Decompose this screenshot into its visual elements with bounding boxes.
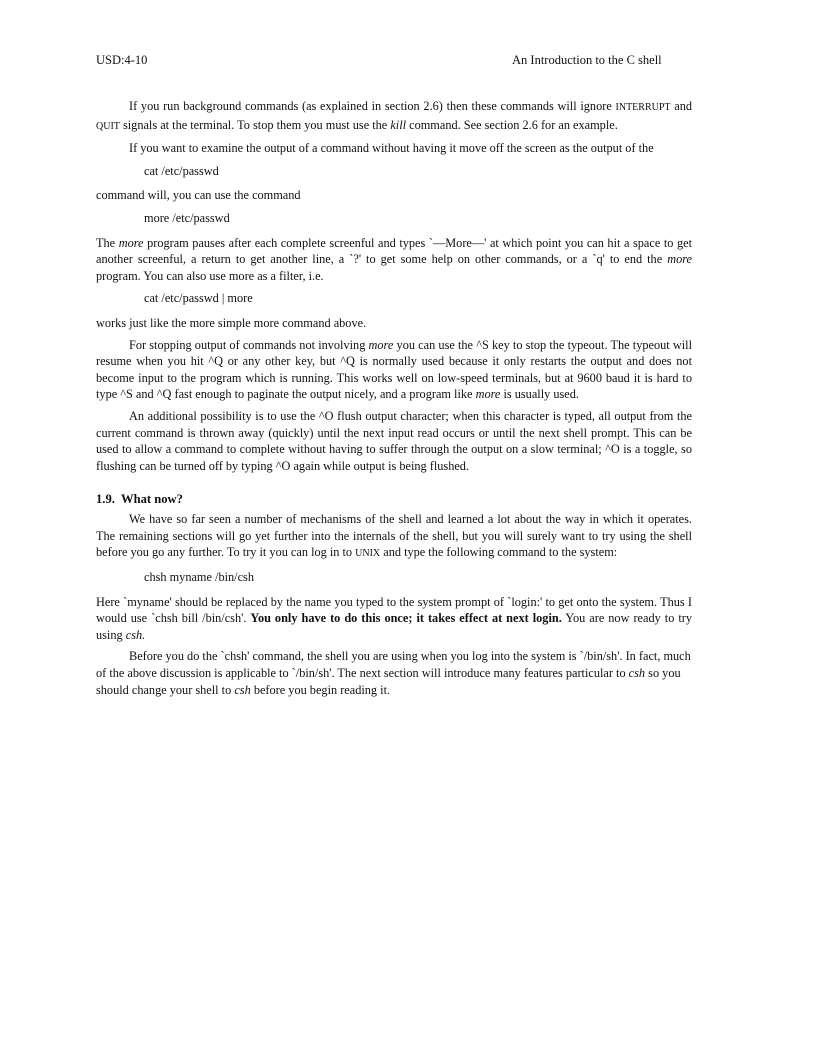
paragraph-command-will: command will, you can use the command: [96, 188, 301, 203]
paragraph-examine-output: If you want to examine the output of a command without having it move off the screen as the output of the: [129, 141, 654, 156]
code-chsh: chsh myname /bin/csh: [144, 570, 254, 585]
paragraph-before-chsh: Before you do the `chsh' command, the shell you are using when you log into the system is `/bin/sh'. In fact, much of the above discussion is applicable to `/bin/sh'. The next section will introduce many features particular to csh so you should change your shell to csh before you begin reading it.: [96, 649, 691, 697]
italic-kill: kill: [390, 117, 407, 132]
italic-more: more: [475, 387, 501, 402]
paragraph-myname: Here `myname' should be replaced by the name you typed to the system prompt of `login:' to get onto the system. Thus I would use `chsh bill /bin/csh'. You only have to do this once; it takes effect at next login. You are now ready to try using csh.: [96, 594, 692, 642]
section-number: 1.9.: [96, 492, 115, 507]
code-cat-passwd: cat /etc/passwd: [144, 163, 219, 178]
paragraph-works-like: works just like the more simple more command above.: [96, 315, 367, 330]
italic-csh: csh: [234, 682, 251, 697]
paragraph-flush-output: An additional possibility is to use the ^O flush output character; when this character is typed, all output from the current command is thrown away (quickly) until the next input read occurs or until the next shell prompt. This can be used to allow a command to complete without having to suffer through the output on a slow terminal; ^O is a toggle, so flushing can be turned off by typing ^O again while output is being flushed.: [96, 408, 692, 473]
smallcaps-quit: QUIT: [96, 120, 120, 132]
code-cat-pipe-more: cat /etc/passwd | more: [144, 291, 253, 306]
smallcaps-unix: UNIX: [355, 548, 381, 560]
section-title: What now?: [120, 492, 183, 507]
smallcaps-interrupt: INTERRUPT: [615, 102, 671, 113]
italic-csh: csh.: [125, 627, 146, 642]
running-header-title: An Introduction to the C shell: [512, 53, 662, 67]
code-more-passwd: more /etc/passwd: [144, 210, 230, 225]
italic-more: more: [667, 252, 693, 267]
italic-csh: csh: [628, 666, 646, 681]
section-heading: [96, 491, 692, 507]
italic-more: more: [118, 235, 144, 250]
italic-more: more: [368, 337, 394, 352]
bold-note: You only have to do this once; it takes effect at next login.: [250, 611, 562, 626]
document-body: [96, 98, 692, 703]
paragraph-stopping-output: For stopping output of commands not involving more you can use the ^S key to stop the typeout. The typeout will resume when you hit ^Q or any other key, but ^Q is normally used because it only restarts the output and does not become input to the program which is running. This works well on low-speed terminals, but at 9600 baud it is hard to type ^S and ^Q fast enough to paginate the output nicely, and a program like more is usually used.: [96, 337, 692, 402]
paragraph-what-now: We have so far seen a number of mechanisms of the shell and learned a lot about the way in which it operates. The remaining sections will go yet further into the internals of the shell, but you will surely want to try using the shell before you go any further. To try it you can log in to UNIX and type the following command to the system:: [96, 512, 692, 560]
paragraph-background-commands: If you run background commands (as explained in section 2.6) then these commands will ignore INTERRUPT and QUIT signals at the terminal. To stop them you must use the kill command. See section 2.6 for an example.: [96, 99, 693, 132]
paragraph-more-program: The more program pauses after each complete screenful and types `—More—' at which point you can hit a space to get another screenful, a return to get another line, a `?' to get some help on other commands, or a `q' to end the more program. You can also use more as a filter, i.e.: [96, 235, 693, 283]
running-header-page-id: USD:4-10: [96, 53, 148, 67]
